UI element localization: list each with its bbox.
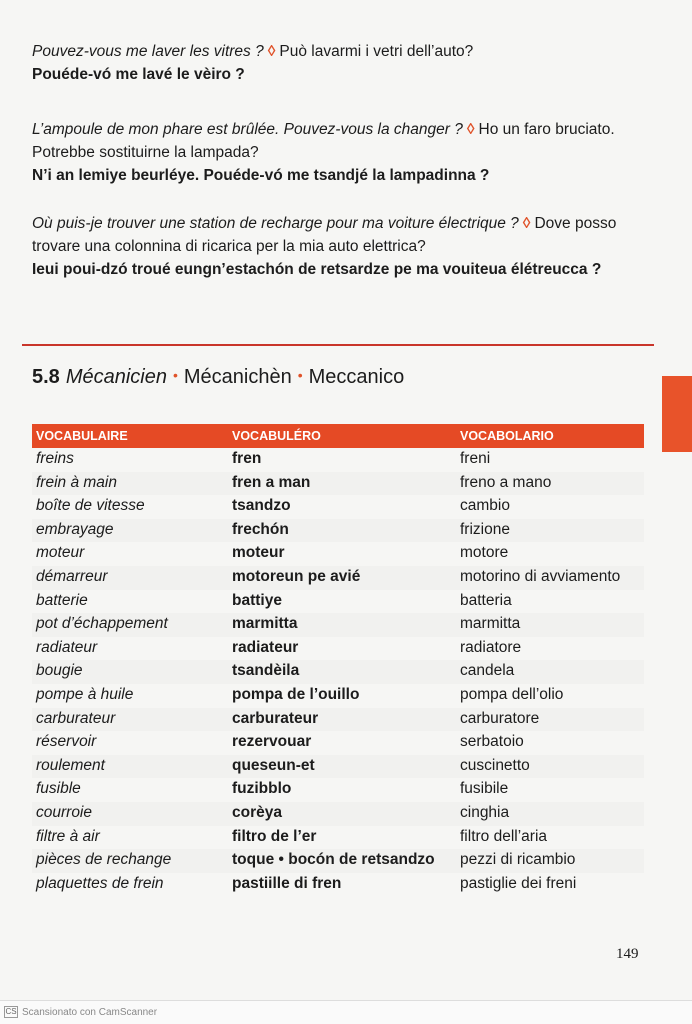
cell-french: plaquettes de frein xyxy=(36,874,164,892)
table-row xyxy=(32,472,644,496)
cell-patois: tsandèila xyxy=(232,662,300,680)
cell-french: embrayage xyxy=(36,520,114,538)
cell-italian: filtro dell’aria xyxy=(460,827,548,845)
phrase-french: L’ampoule de mon phare est brûlée. Pouvez-vous la changer ? xyxy=(32,121,463,138)
cell-patois: battiye xyxy=(232,591,282,609)
cell-french: courroie xyxy=(36,803,92,821)
table-row xyxy=(32,566,644,590)
cell-italian: pezzi di ricambio xyxy=(460,851,576,869)
column-header: VOCABOLARIO xyxy=(460,429,554,443)
table-body xyxy=(32,448,644,896)
table-row xyxy=(32,755,644,779)
table-row xyxy=(32,660,644,684)
lozenge-icon: ◊ xyxy=(466,121,475,138)
cell-patois: moteur xyxy=(232,544,285,562)
table-row xyxy=(32,542,644,566)
cell-patois: marmitta xyxy=(232,615,298,633)
table-row xyxy=(32,448,644,472)
phrase-italian: Dove posso xyxy=(534,215,617,232)
table-row xyxy=(32,613,644,637)
phrase-block xyxy=(32,40,473,86)
table-row xyxy=(32,708,644,732)
cell-italian: pompa dell’olio xyxy=(460,685,564,703)
phrase-italian: Può lavarmi i vetri dell’auto? xyxy=(279,43,474,60)
bullet-icon: • xyxy=(172,367,178,383)
phrase-italian-cont: trovare una colonnina di ricarica per la mia auto elettrica? xyxy=(32,238,426,255)
table-row xyxy=(32,731,644,755)
cell-french: batterie xyxy=(36,591,88,609)
phrase-italian-cont: Potrebbe sostituirne la lampada? xyxy=(32,144,259,161)
section-title xyxy=(32,366,404,389)
cell-italian: batteria xyxy=(460,591,512,609)
cell-italian: fusibile xyxy=(460,780,509,798)
table-row xyxy=(32,873,644,897)
phrase-patois: Pouéde-vó me lavé le vèiro ? xyxy=(32,66,245,83)
cell-italian: motore xyxy=(460,544,509,562)
cell-french: freins xyxy=(36,450,74,467)
cell-italian: cinghia xyxy=(460,803,510,821)
cell-italian: motorino di avviamento xyxy=(460,567,621,585)
cell-patois: carburateur xyxy=(232,709,319,727)
cell-patois: filtro de l’er xyxy=(232,827,317,845)
cell-patois: rezervouar xyxy=(232,733,312,751)
section-title-patois: Mécanichèn xyxy=(183,366,292,388)
cell-french: bougie xyxy=(36,662,83,680)
camscanner-logo: CS xyxy=(5,1007,17,1016)
footer-text: Scansionato con CamScanner xyxy=(22,1007,158,1018)
cell-patois: frechón xyxy=(232,520,289,538)
page-number: 149 xyxy=(616,946,639,962)
phrase-patois: Ieui poui-dzó troué eungn’estachón de retsardze pe ma vouiteua élétreucca ? xyxy=(32,261,602,278)
table-row xyxy=(32,684,644,708)
table-row xyxy=(32,495,644,519)
cell-french: roulement xyxy=(36,756,105,774)
cell-italian: pastiglie dei freni xyxy=(460,874,577,892)
table-row xyxy=(32,637,644,661)
table-row xyxy=(32,849,644,873)
cell-patois: fren xyxy=(232,450,262,467)
cell-french: pompe à huile xyxy=(36,685,134,703)
phrase-french: Pouvez-vous me laver les vitres ? xyxy=(32,43,264,60)
cell-french: filtre à air xyxy=(36,827,100,845)
cell-italian: freni xyxy=(460,450,491,467)
cell-patois: radiateur xyxy=(232,638,299,656)
chapter-tab xyxy=(662,376,692,452)
section-title-french: Mécanicien xyxy=(65,366,167,388)
lozenge-icon: ◊ xyxy=(267,43,276,60)
cell-italian: cuscinetto xyxy=(460,756,530,774)
section-title-italian: Meccanico xyxy=(308,366,405,388)
column-header: VOCABULÉRO xyxy=(232,429,321,443)
cell-italian: candela xyxy=(460,662,515,680)
cell-french: pot d’échappement xyxy=(36,615,168,633)
cell-italian: serbatoio xyxy=(460,733,524,751)
cell-patois: motoreun pe avié xyxy=(232,567,361,585)
column-header: VOCABULAIRE xyxy=(36,429,128,443)
table-row xyxy=(32,778,644,802)
section-divider xyxy=(22,344,654,346)
cell-french: réservoir xyxy=(36,733,97,751)
table-row xyxy=(32,590,644,614)
cell-italian: cambio xyxy=(460,497,510,515)
cell-french: moteur xyxy=(36,544,85,562)
phrase-block xyxy=(32,118,615,187)
bullet-icon: • xyxy=(297,367,303,383)
cell-french: frein à main xyxy=(36,473,117,491)
cell-patois: fren a man xyxy=(232,473,311,491)
cell-french: carburateur xyxy=(36,709,116,727)
cell-patois: fuzibblo xyxy=(232,780,292,798)
cell-french: radiateur xyxy=(36,638,98,656)
cell-patois: corèya xyxy=(232,803,282,821)
vocabulary-table xyxy=(32,424,644,896)
cell-patois: toque • bocón de retsandzo xyxy=(232,851,435,869)
lozenge-icon: ◊ xyxy=(522,215,531,232)
phrase-patois: N’i an lemiye beurléye. Pouéde-vó me tsandjé la lampadinna ? xyxy=(32,167,490,184)
cell-italian: frizione xyxy=(460,520,510,538)
cell-patois: pompa de l’ouillo xyxy=(232,685,360,703)
cell-patois: pastiille di fren xyxy=(232,874,342,892)
scanner-footer xyxy=(0,1000,692,1024)
cell-italian: freno a mano xyxy=(460,473,552,491)
cell-french: fusible xyxy=(36,780,81,798)
cell-french: pièces de rechange xyxy=(36,851,172,869)
cell-italian: radiatore xyxy=(460,638,522,656)
table-header xyxy=(32,424,644,448)
section-number: 5.8 xyxy=(32,366,60,388)
table-row xyxy=(32,519,644,543)
cell-italian: carburatore xyxy=(460,709,540,727)
cell-patois: tsandzo xyxy=(232,497,291,515)
cell-italian: marmitta xyxy=(460,615,521,633)
cell-french: boîte de vitesse xyxy=(36,497,145,515)
table-row xyxy=(32,802,644,826)
table-row xyxy=(32,826,644,850)
phrase-italian: Ho un faro bruciato. xyxy=(478,121,615,138)
phrase-block xyxy=(32,212,616,281)
cell-french: démarreur xyxy=(36,567,108,585)
phrase-french: Où puis-je trouver une station de recharge pour ma voiture électrique ? xyxy=(32,215,519,232)
cell-patois: queseun-et xyxy=(232,756,315,774)
